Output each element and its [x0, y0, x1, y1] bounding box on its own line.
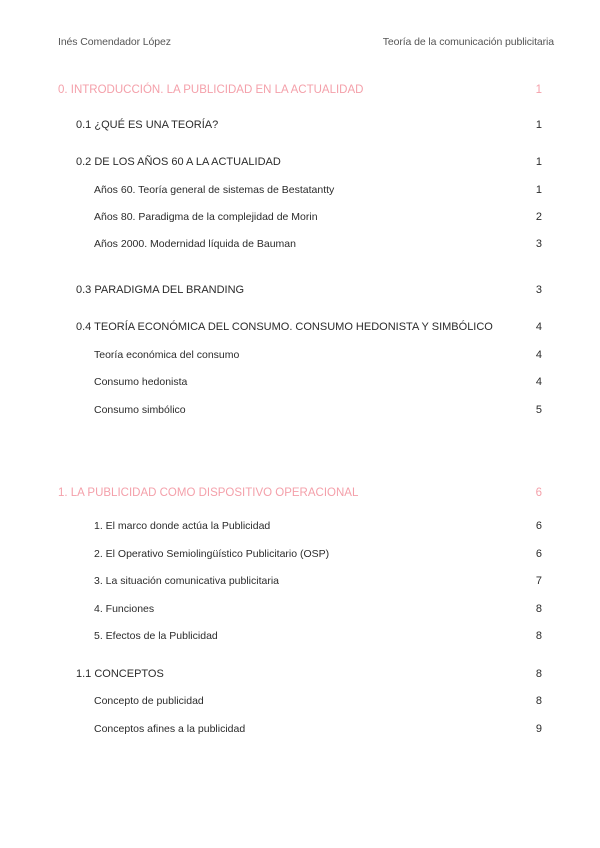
toc-entry[interactable]: [0, 544, 600, 564]
toc-entry-page: 6: [535, 520, 542, 532]
toc-entry-page: 8: [535, 603, 542, 615]
toc-entry-page: 1: [535, 184, 542, 196]
toc-entry-page: 9: [535, 723, 542, 735]
toc-entry-page: 6: [535, 487, 542, 499]
toc-entry-title: Años 60. Teoría general de sistemas de Bestatantty: [94, 184, 335, 196]
toc-entry[interactable]: [0, 483, 600, 503]
toc-entry[interactable]: [0, 80, 600, 100]
header-author: Inés Comendador López: [58, 36, 171, 48]
toc-entry[interactable]: [0, 180, 600, 200]
toc-entry-page: 7: [535, 575, 542, 587]
toc-entry-title: 0.4 TEORÍA ECONÓMICA DEL CONSUMO. CONSUMO HEDONISTA Y SIMBÓLICO: [76, 321, 493, 333]
toc-entry[interactable]: [0, 280, 600, 300]
toc-entry-page: 1: [535, 156, 542, 168]
toc-entry[interactable]: [0, 626, 600, 646]
toc-entry[interactable]: [0, 599, 600, 619]
toc-entry-page: 2: [535, 211, 542, 223]
toc-entry[interactable]: [0, 691, 600, 711]
toc-entry-page: 6: [535, 548, 542, 560]
toc-entry-page: 3: [535, 238, 542, 250]
toc-entry-page: 5: [535, 404, 542, 416]
toc-entry[interactable]: [0, 372, 600, 392]
toc-entry[interactable]: [0, 664, 600, 684]
toc-entry[interactable]: [0, 234, 600, 254]
toc-entry-title: Años 80. Paradigma de la complejidad de Morin: [94, 211, 318, 223]
toc-entry-page: 8: [535, 695, 542, 707]
toc-entry-title: Teoría económica del consumo: [94, 349, 240, 361]
toc-entry-title: 0.3 PARADIGMA DEL BRANDING: [76, 284, 245, 296]
toc-entry[interactable]: [0, 571, 600, 591]
toc-entry-title: 5. Efectos de la Publicidad: [94, 630, 218, 642]
toc-entry-title: 1. LA PUBLICIDAD COMO DISPOSITIVO OPERACIONAL: [58, 487, 359, 499]
toc-entry-page: 4: [535, 376, 542, 388]
toc-entry-title: 4. Funciones: [94, 603, 155, 615]
toc-entry[interactable]: [0, 152, 600, 172]
toc-entry-title: 0. INTRODUCCIÓN. LA PUBLICIDAD EN LA ACTUALIDAD: [58, 84, 364, 96]
toc-entry-page: 8: [535, 668, 542, 680]
toc-entry[interactable]: [0, 115, 600, 135]
toc-entry-title: Concepto de publicidad: [94, 695, 204, 707]
toc-entry[interactable]: [0, 516, 600, 536]
toc-entry-title: 1.1 CONCEPTOS: [76, 668, 164, 680]
toc-entry[interactable]: [0, 317, 600, 337]
toc-entry-page: 1: [535, 84, 542, 96]
header-subject: Teoría de la comunicación publicitaria: [382, 36, 554, 48]
toc-entry-title: 3. La situación comunicativa publicitaria: [94, 575, 280, 587]
toc-entry-title: 0.2 DE LOS AÑOS 60 A LA ACTUALIDAD: [76, 156, 281, 168]
toc-entry-page: 1: [535, 119, 542, 131]
toc-entry-page: 4: [535, 349, 542, 361]
toc-entry-title: 2. El Operativo Semiolingüístico Publicitario (OSP): [94, 548, 330, 560]
toc-entry[interactable]: [0, 719, 600, 739]
toc-entry-title: Consumo hedonista: [94, 376, 188, 388]
toc-entry-title: Años 2000. Modernidad líquida de Bauman: [94, 238, 296, 250]
toc-entry-page: 3: [535, 284, 542, 296]
toc-entry[interactable]: [0, 345, 600, 365]
toc-entry-title: 0.1 ¿QUÉ ES UNA TEORÍA?: [76, 119, 219, 131]
toc-entry-page: 8: [535, 630, 542, 642]
toc-entry-page: 4: [535, 321, 542, 333]
toc-entry[interactable]: [0, 400, 600, 420]
toc-entry-title: Consumo simbólico: [94, 404, 186, 416]
toc-entry[interactable]: [0, 207, 600, 227]
toc-entry-title: Conceptos afines a la publicidad: [94, 723, 246, 735]
toc-entry-title: 1. El marco donde actúa la Publicidad: [94, 520, 271, 532]
